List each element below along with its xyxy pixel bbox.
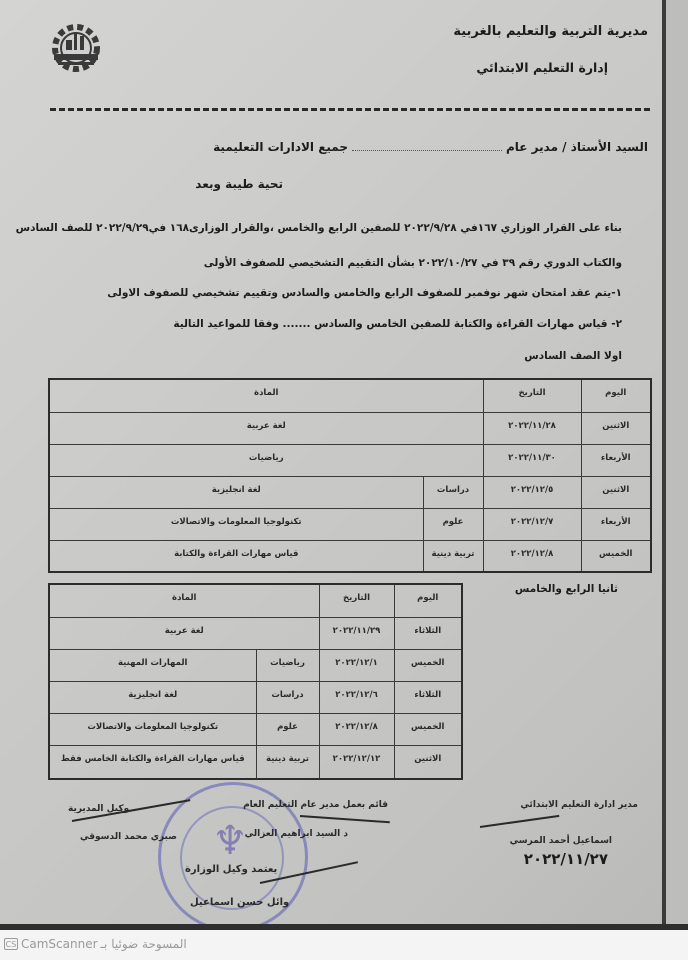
table-row — [49, 444, 651, 476]
header-date: التاريخ — [319, 584, 394, 617]
cell-subject-second: تكنولوجيا المعلومات والاتصالات — [49, 508, 423, 540]
cell-date: ٢٠٢٢/١١/٣٠ — [483, 444, 581, 476]
approval-text: يعتمد وكيل الوزارة — [185, 864, 278, 875]
cell-day: الثلاثاء — [394, 617, 462, 649]
table-row — [49, 713, 462, 745]
primary-director-date: ٢٠٢٢/١١/٢٧ — [523, 850, 608, 868]
eagle-emblem-icon: ♆ — [212, 818, 248, 864]
cell-day: الاثنين — [394, 745, 462, 779]
cell-subject-second: تكنولوجيا المعلومات والاتصالات — [49, 713, 256, 745]
dotted-leader — [352, 150, 502, 151]
table-row — [49, 649, 462, 681]
item-2: ٢- قياس مهارات القراءة والكتابة للصفين الخامس والسادس ....... وفقا للمواعيد التالية — [173, 318, 622, 330]
table-row — [49, 508, 651, 540]
item-1: ١-يتم عقد امتحان شهر نوفمبر للصفوف الرابع والخامس والسادس وتقييم تشخيصي للصفوف الاولى — [107, 287, 622, 299]
addressee-line — [213, 140, 648, 154]
gear-logo-icon — [44, 22, 108, 76]
cell-subject: تربية دينية — [256, 745, 319, 779]
cell-subject: علوم — [256, 713, 319, 745]
camscanner-icon: CS — [5, 939, 17, 949]
cell-day: الأربعاء — [581, 444, 651, 476]
acting-gm-name: د السيد ابراهيم العزالي — [244, 829, 348, 839]
table-header-row — [49, 379, 651, 412]
directorate-name: صبري محمد الدسوقي — [80, 832, 177, 842]
cell-subject: دراسات — [256, 681, 319, 713]
background-strip — [666, 0, 688, 930]
greeting: تحية طيبة وبعد — [195, 177, 283, 191]
cell-subject-second: المهارات المهنية — [49, 649, 256, 681]
schedule-table-fourth-fifth — [48, 583, 463, 780]
table-row — [49, 745, 462, 779]
cell-date: ٢٠٢٢/١٢/٨ — [483, 540, 581, 572]
header-day: اليوم — [394, 584, 462, 617]
cell-day: الخميس — [394, 713, 462, 745]
cell-subject: رياضيات — [256, 649, 319, 681]
table-row — [49, 412, 651, 444]
cell-subject: لغة عربية — [49, 412, 483, 444]
organization-name: مديرية التربية والتعليم بالغربية — [453, 24, 648, 39]
section-title-sixth-grade: اولا الصف السادس — [524, 350, 622, 362]
cell-date: ٢٠٢٢/١٢/٧ — [483, 508, 581, 540]
table-row — [49, 617, 462, 649]
table-header-row — [49, 584, 462, 617]
table-row — [49, 540, 651, 572]
cell-date: ٢٠٢٢/١١/٢٨ — [483, 412, 581, 444]
table-row — [49, 476, 651, 508]
cell-day: الاثنين — [581, 476, 651, 508]
cell-date: ٢٠٢٢/١١/٢٩ — [319, 617, 394, 649]
schedule-table-sixth-grade — [48, 378, 652, 573]
section-title-fourth-fifth: ثانيا الرابع والخامس — [514, 583, 618, 595]
cell-day: الخميس — [394, 649, 462, 681]
directorate-title: وكيل المديرية — [68, 804, 130, 814]
undersecretary-name: وائل حسن اسماعيل — [190, 897, 290, 908]
cell-subject: علوم — [423, 508, 483, 540]
primary-director-title: مدير ادارة التعليم الابتدائي — [520, 800, 638, 810]
cell-subject-second: لغة انجليزية — [49, 476, 423, 508]
addressee-target: جميع الادارات التعليمية — [213, 140, 348, 154]
cell-date: ٢٠٢٢/١٢/٦ — [319, 681, 394, 713]
paragraph-line-2: والكتاب الدوري رقم ٣٩ في ٢٠٢٢/١٠/٢٧ بشأن التقييم التشخيصي للصفوف الأولى — [203, 257, 622, 269]
cell-day: الثلاثاء — [394, 681, 462, 713]
cell-subject: لغة عربية — [49, 617, 319, 649]
camscanner-text: المسوحة ضوئيا بـ — [100, 937, 187, 951]
primary-director-name: اسماعيل أحمد المرسي — [509, 836, 612, 846]
cell-date: ٢٠٢٢/١٢/٨ — [319, 713, 394, 745]
header-divider — [50, 108, 650, 111]
header-date: التاريخ — [483, 379, 581, 412]
acting-gm-title: قائم بعمل مدير عام التعليم العام — [243, 800, 388, 810]
cell-subject: دراسات — [423, 476, 483, 508]
cell-subject-second: قياس مهارات القراءة والكتابة الخامس فقط — [49, 745, 256, 779]
camscanner-watermark — [4, 937, 187, 951]
table-row — [49, 681, 462, 713]
department-name: إدارة التعليم الابتدائي — [476, 60, 608, 75]
paragraph-line-1: بناء على القرار الوزاري ١٦٧في ٢٠٢٢/٩/٢٨ للصفين الرابع والخامس ،والقرار الوزارى١٦٨ في٢٠٢٢/٩/٢٩ للصف السادس — [15, 222, 622, 234]
cell-date: ٢٠٢٢/١٢/٥ — [483, 476, 581, 508]
cell-subject: رياضيات — [49, 444, 483, 476]
cell-day: الأربعاء — [581, 508, 651, 540]
header-day: اليوم — [581, 379, 651, 412]
cell-day: الاثنين — [581, 412, 651, 444]
addressee-prefix: السيد الأستاذ / مدير عام — [506, 140, 648, 154]
cell-subject: تربية دينية — [423, 540, 483, 572]
cell-date: ٢٠٢٢/١٢/١٢ — [319, 745, 394, 779]
cell-subject-second: لغة انجليزية — [49, 681, 256, 713]
header-subject: المادة — [49, 584, 319, 617]
cell-day: الخميس — [581, 540, 651, 572]
cell-date: ٢٠٢٢/١٢/١ — [319, 649, 394, 681]
header-subject: المادة — [49, 379, 483, 412]
camscanner-brand: CamScanner — [21, 937, 98, 951]
cell-subject-second: قياس مهارات القراءة والكتابة — [49, 540, 423, 572]
